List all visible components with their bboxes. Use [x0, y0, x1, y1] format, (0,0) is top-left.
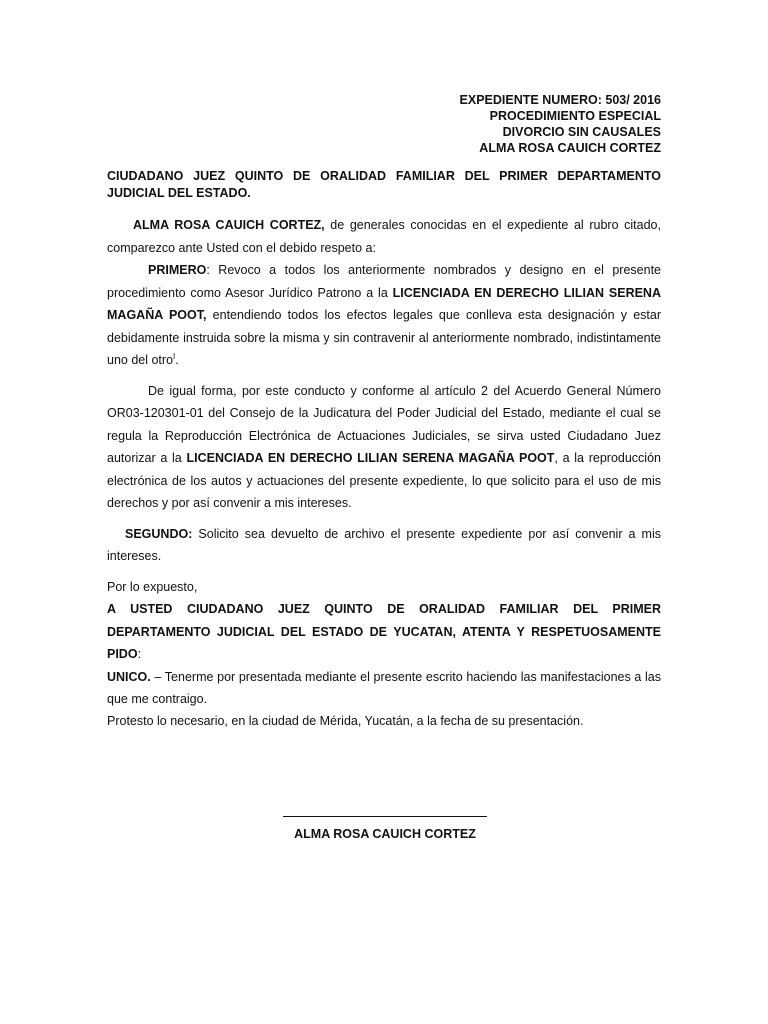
protesto-line: Protesto lo necesario, en la ciudad de Mérida, Yucatán, a la fecha de su presentación.	[107, 713, 584, 728]
case-party: ALMA ROSA CAUICH CORTEZ	[479, 141, 661, 155]
signature-block	[283, 806, 487, 841]
unico-label: UNICO.	[107, 669, 151, 684]
closing-request	[107, 598, 661, 666]
footnote-mark: I	[173, 351, 176, 361]
segundo-text: Solicito sea devuelto de archivo el presente expediente por así convenir a mis intereses.	[107, 526, 661, 563]
igual-paragraph	[107, 380, 661, 515]
closing-text: A USTED CIUDADANO JUEZ QUINTO DE ORALIDAD FAMILIAR DEL PRIMER DEPARTAMENTO JUDICIAL DEL ESTADO DE YUCATAN, ATENTA Y RESPETUOSAMENTE PIDO	[107, 602, 661, 661]
segundo-paragraph	[107, 523, 661, 568]
por-lo-expuesto: Por lo expuesto,	[107, 579, 198, 594]
attorney-name-2: LICENCIADA EN DERECHO LILIAN SERENA MAGAÑA POOT	[186, 451, 555, 465]
intro-paragraph	[107, 214, 661, 259]
case-subject: DIVORCIO SIN CAUSALES	[502, 125, 661, 139]
intro-text: de generales conocidas en el expediente al rubro citado, comparezco ante Usted con el debido respeto a:	[107, 218, 661, 255]
addressee: CIUDADANO JUEZ QUINTO DE ORALIDAD FAMILIAR DEL PRIMER DEPARTAMENTO JUDICIAL DEL ESTADO.	[107, 169, 661, 200]
signature-line	[283, 806, 487, 817]
primero-paragraph	[107, 259, 661, 372]
primero-text-3: .	[175, 353, 179, 367]
petitioner-name: ALMA ROSA CAUICH CORTEZ,	[133, 218, 325, 232]
primero-label: PRIMERO	[148, 263, 207, 277]
unico-paragraph	[107, 666, 661, 711]
case-header	[460, 92, 661, 156]
igual-text-1: De igual forma, por este conducto y conforme al artículo 2 del Acuerdo General Número OR03-120301-01 del Consejo de la Judicatura del Poder Judicial del Estado, mediante el cual se regula la Reproducción Electrónica de Actuaciones Judiciales, se sirva usted Ciudadano Juez autorizar a la	[107, 383, 661, 465]
primero-text-2: entendiendo todos los efectos legales que conlleva esta designación y estar debidamente instruida sobre la misma y sin contravenir al anteriormente nombrado, indistintamente uno del otro	[107, 308, 661, 367]
primero-text-1: : Revoco a todos los anteriormente nombrados y designo en el presente procedimiento como Asesor Jurídico Patrono a la	[107, 263, 661, 300]
closing-colon: :	[137, 647, 142, 661]
segundo-label: SEGUNDO:	[125, 526, 193, 541]
signer-name: ALMA ROSA CAUICH CORTEZ	[294, 827, 476, 841]
procedure-type: PROCEDIMIENTO ESPECIAL	[489, 109, 661, 123]
unico-text: – Tenerme por presentada mediante el presente escrito haciendo las manifestaciones a las que me contraigo.	[107, 669, 661, 706]
igual-text-2: , a la reproducción electrónica de los autos y actuaciones del presente expediente, lo que solicito para el uso de mis derechos y por así convenir a mis intereses.	[107, 451, 661, 510]
document-body	[107, 168, 661, 731]
attorney-name: LICENCIADA EN DERECHO LILIAN SERENA MAGAÑA POOT,	[107, 285, 661, 322]
case-number: EXPEDIENTE NUMERO: 503/ 2016	[459, 93, 661, 107]
